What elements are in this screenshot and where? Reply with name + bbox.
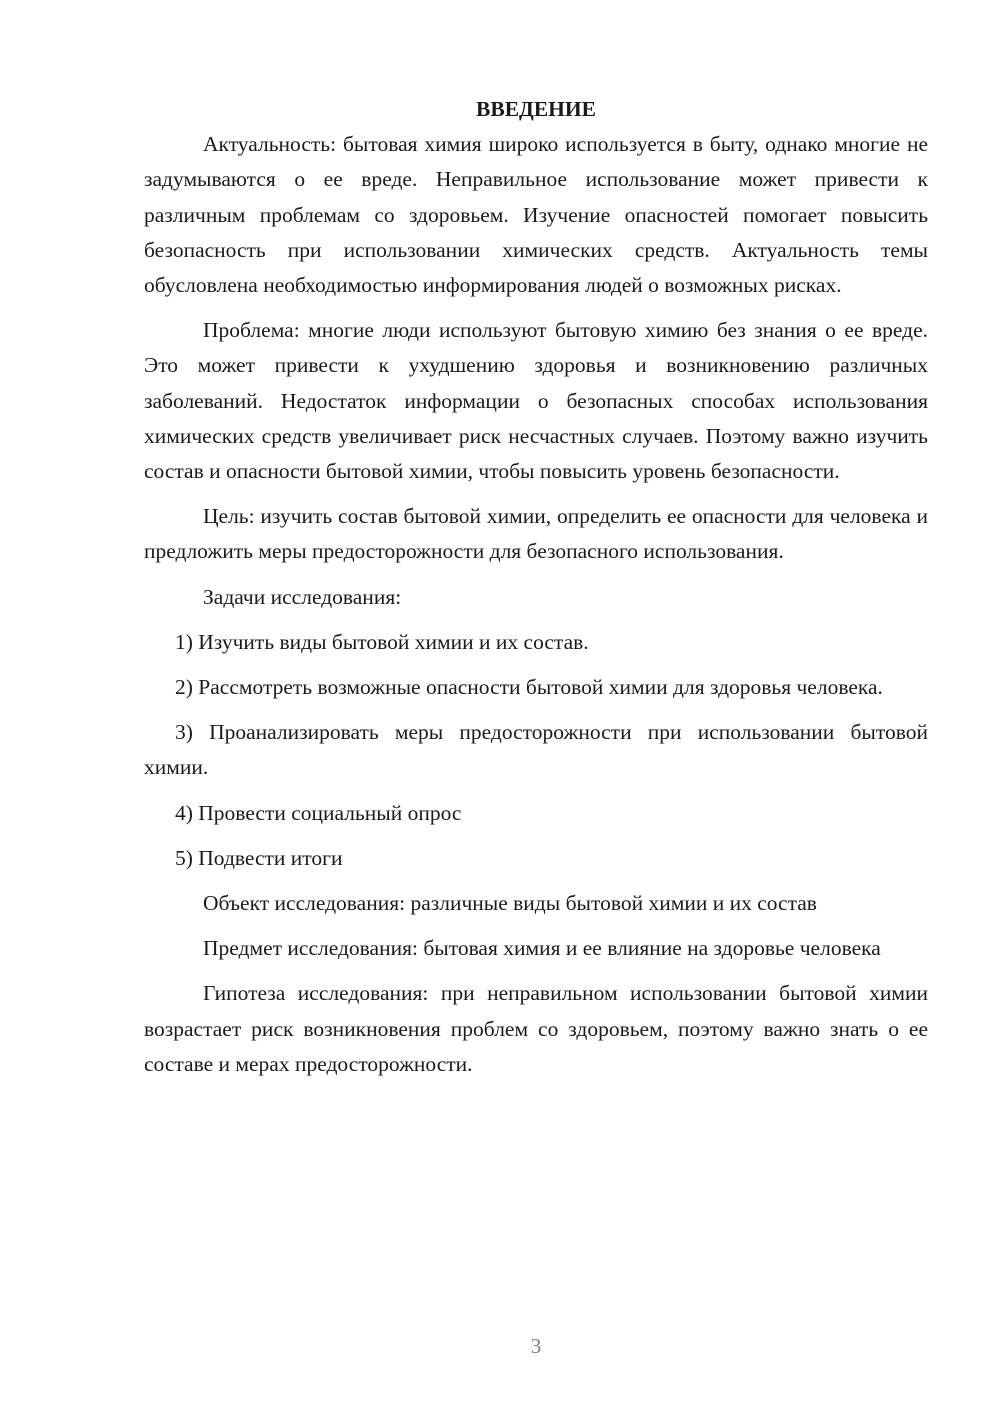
paragraph-object: Объект исследования: различные виды бытовой химии и их состав xyxy=(203,891,817,916)
document-body xyxy=(144,92,928,1082)
paragraph-subject: Предмет исследования: бытовая химия и ее влияние на здоровье человека xyxy=(203,936,881,961)
task-item-3: 3) Проанализировать меры предосторожности при использовании бытовой химии. xyxy=(144,720,928,780)
page-number: 3 xyxy=(530,1334,542,1358)
task-item-5: 5) Подвести итоги xyxy=(175,845,343,870)
task-item-4: 4) Провести социальный опрос xyxy=(175,800,462,825)
section-title: ВВЕДЕНИЕ xyxy=(476,97,596,121)
paragraph-problem: Проблема: многие люди используют бытовую химию без знания о ее вреде. Это может привести к ухудшению здоровья и возникновению различных заболеваний. Недостаток информации о безопасных способах использования химических средств увеличивает риск несчастных случаев. Поэтому важно изучить состав и опасности бытовой химии, чтобы повысить уровень безопасности. xyxy=(144,318,928,484)
paragraph-hypothesis: Гипотеза исследования: при неправильном использовании бытовой химии возрастает риск возникновения проблем со здоровьем, поэтому важно знать о ее составе и мерах предосторожности. xyxy=(144,981,928,1076)
task-item-1: 1) Изучить виды бытовой химии и их состав. xyxy=(175,629,589,654)
tasks-heading: Задачи исследования: xyxy=(203,584,402,609)
task-item-2: 2) Рассмотреть возможные опасности бытовой химии для здоровья человека. xyxy=(175,675,883,700)
paragraph-relevance: Актуальность: бытовая химия широко используется в быту, однако многие не задумываются о ее вреде. Неправильное использование может привести к различным проблемам со здоровьем. Изучение опасностей помогает повысить безопасность при использовании химических средств. Актуальность темы обусловлена необходимостью информирования людей о возможных рисках. xyxy=(144,132,928,298)
paragraph-goal: Цель: изучить состав бытовой химии, определить ее опасности для человека и предложить меры предосторожности для безопасного использования. xyxy=(144,504,928,564)
